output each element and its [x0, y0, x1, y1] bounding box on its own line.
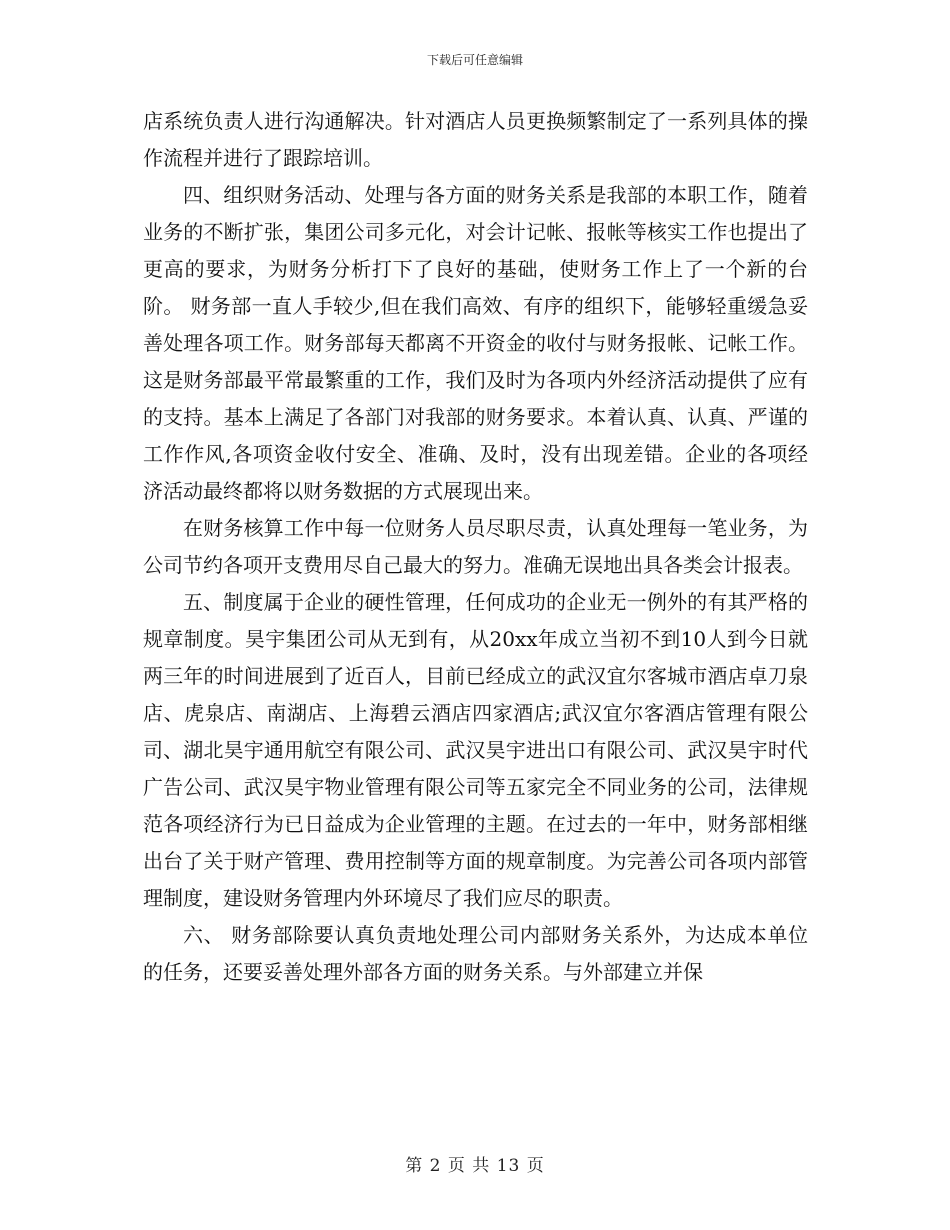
paragraph-section-four: 四、组织财务活动、处理与各方面的财务关系是我部的本职工作，随着业务的不断扩张，集团公司多元化，对会计记帐、报帐等核实工作也提出了更高的要求，为财务分析打下了良好的基础，使财务工作上了一个新的台阶。 财务部一直人手较少,但在我们高效、有序的组织下，能够轻重缓急妥善处理各项工作。财务部每天都离不开资金的收付与财务报帐、记帐工作。这是财务部最平常最繁重的工作，我们及时为各项内外经济活动提供了应有的支持。基本上满足了各部门对我部的财务要求。本着认真、认真、严谨的工作作风,各项资金收付安全、准确、及时，没有出现差错。企业的各项经济活动最终都将以财务数据的方式展现出来。	[143, 183, 808, 503]
page-header: 下载后可任意编辑	[426, 53, 523, 67]
paragraph-continuation: 店系统负责人进行沟通解决。针对酒店人员更换频繁制定了一系列具体的操作流程并进行了跟踪培训。	[143, 109, 808, 170]
paragraph-section-five: 五、制度属于企业的硬性管理，任何成功的企业无一例外的有其严格的规章制度。昊宇集团公司从无到有，从20xx年成立当初不到10人到今日就两三年的时间进展到了近百人，目前已经成立的武汉宜尔客城市酒店卓刀泉店、虎泉店、南湖店、上海碧云酒店四家酒店;武汉宜尔客酒店管理有限公司、湖北昊宇通用航空有限公司、武汉昊宇进出口有限公司、武汉昊宇时代广告公司、武汉昊宇物业管理有限公司等五家完全不同业务的公司，法律规范各项经济行为已日益成为企业管理的主题。在过去的一年中，财务部相继出台了关于财产管理、费用控制等方面的规章制度。为完善公司各项内部管理制度，建设财务管理内外环境尽了我们应尽的职责。	[143, 590, 808, 910]
paragraph-accounting: 在财务核算工作中每一位财务人员尽职尽责，认真处理每一笔业务，为公司节约各项开支费用尽自己最大的努力。准确无误地出具各类会计报表。	[143, 516, 808, 577]
document-body	[143, 103, 808, 991]
paragraph-section-six: 六、 财务部除要认真负责地处理公司内部财务关系外，为达成本单位的任务，还要妥善处理外部各方面的财务关系。与外部建立并保	[143, 923, 808, 984]
page-number-footer: 第 2 页 共 13 页	[405, 1156, 545, 1176]
